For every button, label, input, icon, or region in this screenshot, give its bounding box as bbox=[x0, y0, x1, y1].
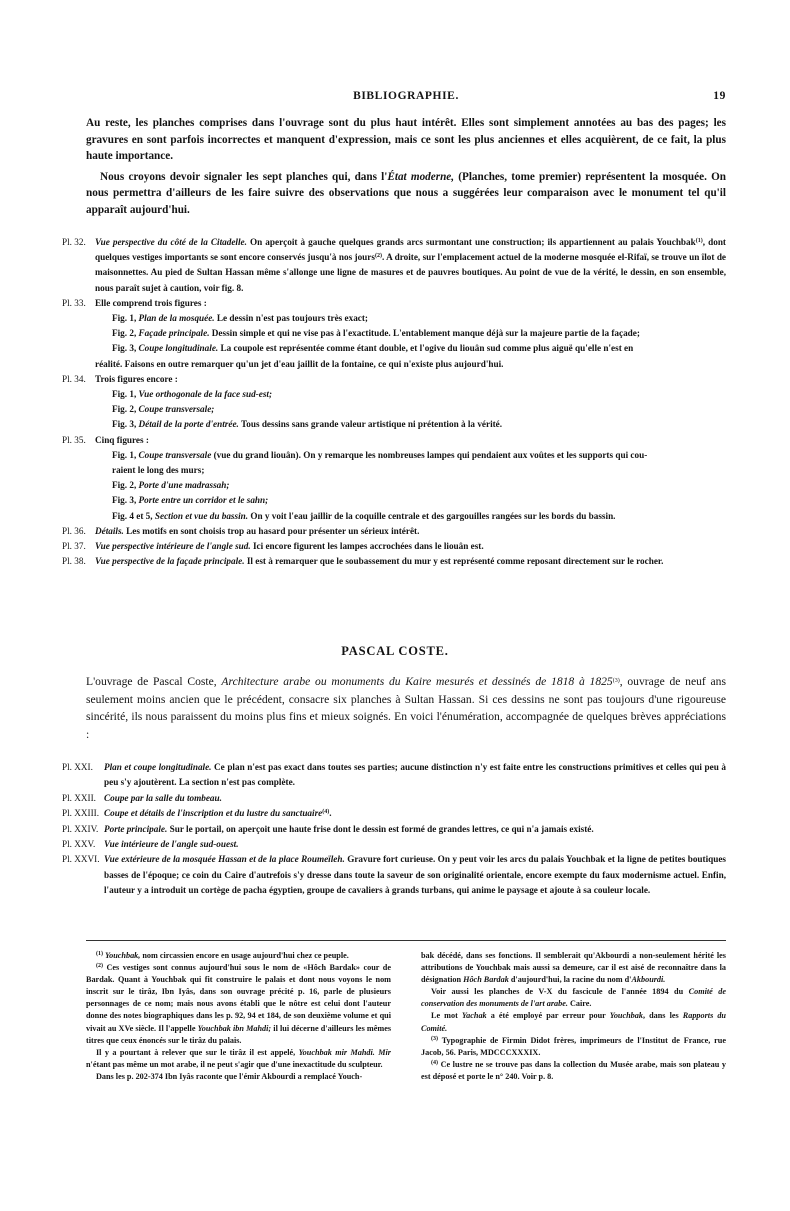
plate-title: Vue intérieure de l'angle sud-ouest. bbox=[104, 839, 239, 850]
footnote-divider bbox=[86, 940, 726, 941]
footnote-italic: Hôch Bardak bbox=[463, 975, 509, 985]
coste-paragraph bbox=[86, 673, 726, 743]
intro-p2-italic: État moderne, bbox=[387, 170, 455, 183]
plate-entry bbox=[62, 822, 726, 837]
plate-desc: Sur le portail, on aperçoit une haute frise dont le dessin est formé de grandes lettres, ce qui n'a jamais existé. bbox=[167, 823, 594, 834]
footnote bbox=[421, 986, 726, 1010]
figure-number: Fig. 2, bbox=[112, 480, 137, 491]
footnote-italic: Youchbak mir Mahdi. Mir bbox=[298, 1047, 391, 1057]
figure-number: Fig. 2, bbox=[112, 328, 137, 339]
footnote-italic: Youchbak bbox=[609, 1011, 643, 1021]
plate-entry bbox=[62, 852, 726, 898]
figure-item bbox=[95, 402, 726, 417]
coste-text-b: , ouvrage de neuf ans seulement moins ancien que le précédent, consacre six planches à Sultan Hassan. Si ces dessins ne sont pas toujours d'une rigoureuse sincérité, ils nous paraissent du moins plus fins et mieux soignés. En voici l'énumération, accompagnée de quelques brèves appréciations : bbox=[86, 675, 726, 741]
figure-number: Fig. 3, bbox=[112, 419, 137, 430]
footnote-italic: Rapports du Comité. bbox=[421, 1011, 726, 1033]
intro-p2-text-b: (Planches, tome premier) représentent la mosquée. On nous permettra d'ailleurs de les faire suivre des observations que nous a suggérées leur comparaison avec le monument tel qu'il apparaît aujourd'hui. bbox=[86, 170, 727, 216]
plate-desc: Ce plan n'est pas exact dans toutes ses parties; aucune distinction n'y est faite entre les constructions primitives et celles qui peu à peu s'y ajoutèrent. La section n'est pas complète. bbox=[104, 762, 726, 788]
figure-number: Fig. 2, bbox=[112, 404, 137, 415]
figure-desc: La coupole est représentée comme étant double, et l'ogive du liouân sud comme plus aiguë qu'elle n'est en bbox=[218, 343, 634, 354]
figure-item bbox=[95, 326, 726, 341]
footnote-text: Il y a pourtant à relever que sur le tirâz il est appelé, bbox=[96, 1047, 299, 1057]
plate-continuation: raient le long des murs; bbox=[112, 465, 205, 476]
figure-desc: Le dessin n'est pas toujours très exact; bbox=[214, 313, 368, 324]
plate-entry bbox=[62, 837, 726, 852]
figure-number: Fig. 3, bbox=[112, 343, 137, 354]
footnote-text: Dans les p. 202-374 Ibn Iyâs raconte que l'émir Akbourdi a remplacé Youch- bbox=[96, 1071, 363, 1081]
plate-title: Vue perspective intérieure de l'angle sud. bbox=[95, 541, 251, 552]
plate-desc: Ici encore figurent les lampes accrochées dans le liouân est. bbox=[250, 541, 484, 552]
footnote-text: a été employé par erreur pour bbox=[486, 1011, 610, 1021]
plate-text bbox=[104, 806, 726, 821]
figure-title: Section et vue du bassin. bbox=[154, 510, 249, 521]
footnote-ref: (1) bbox=[695, 238, 703, 244]
footnote-text: Typographie de Firmin Didot frères, imprimeurs de l'Institut de France, rue Jacob, 56. Paris, MDCCCXXXIX. bbox=[421, 1035, 726, 1057]
footnote-text: n'étant pas même un mot arabe, il ne peut s'agir que d'une inexactitude du sculpteur. bbox=[86, 1059, 383, 1069]
footnote bbox=[86, 1071, 391, 1083]
figure-item bbox=[95, 493, 726, 508]
footnote bbox=[421, 1010, 726, 1034]
footnote-text: il lui décerne d'ailleurs les mêmes titres que ceux énoncés sur le tirâz du palais. bbox=[86, 1023, 392, 1045]
footnote-ref: (4) bbox=[322, 809, 330, 816]
footnote-text: nom circassien encore en usage aujourd'hui chez ce peuple. bbox=[140, 951, 349, 960]
figure-desc: (vue du grand liouân). On y remarque les nombreuses lampes qui pendaient aux voûtes et les supports qui cou- bbox=[211, 449, 648, 460]
plate-title: Vue perspective de la façade principale. bbox=[95, 556, 245, 567]
plate-entry bbox=[62, 296, 726, 372]
figure-number: Fig. 3, bbox=[112, 495, 137, 506]
coste-text bbox=[86, 673, 726, 743]
plate-entry bbox=[62, 524, 726, 539]
figure-item bbox=[95, 341, 726, 356]
figure-title: Coupe transversale; bbox=[138, 404, 215, 415]
plate-desc: . bbox=[329, 808, 332, 819]
figure-desc: Tous dessins sans grande valeur artistique ni prétention à la vérité. bbox=[238, 419, 503, 430]
running-head bbox=[86, 90, 726, 106]
figure-title: Façade principale. bbox=[138, 328, 210, 339]
plate-label: Pl. XXI. bbox=[62, 762, 93, 772]
footnote bbox=[86, 1047, 391, 1071]
plate-label: Pl. 37. bbox=[62, 541, 86, 552]
plate-text bbox=[95, 524, 726, 539]
footnote-text: Caire. bbox=[567, 999, 592, 1009]
plate-list bbox=[62, 235, 726, 569]
figure-item bbox=[95, 417, 726, 432]
figure-number: Fig. 1, bbox=[112, 313, 137, 324]
plate-text bbox=[104, 822, 726, 837]
page-number: 19 bbox=[713, 90, 726, 102]
footnote-text: , dans les bbox=[642, 1011, 683, 1021]
footnote-text: Ces vestiges sont connus aujourd'hui sous le nom de «Hôch Bardak» cour de Bardak. Quant à Youchbak qui fit construire le palais et dont nous voyons le nom inscrit sur le tirâz, Ibn Iyâs, dans son ouvrage précité p. 16, parle de plusieurs personnages de ce nom; mais nous avons établi que le nôtre est celui dont l'auteur donne des notes biographiques dans les p. 92, 94 et 184, de son deuxième volume et qui vivait au XVe siècle. Il l'appelle bbox=[86, 963, 391, 1033]
coste-book-title: Architecture arabe ou monuments du Kaire mesurés et dessinés de 1818 à 1825 bbox=[221, 675, 613, 688]
footnote-number: (4) bbox=[431, 1059, 438, 1066]
figure-title: Porte entre un corridor et le sahn; bbox=[138, 495, 269, 506]
footnote-text: d'aujourd'hui, la racine du nom d' bbox=[508, 975, 632, 985]
plate-label: Pl. 36. bbox=[62, 525, 86, 536]
figure-item bbox=[95, 448, 726, 463]
plate-entry bbox=[62, 806, 726, 821]
plate-label: Pl. 38. bbox=[62, 556, 86, 567]
plate-desc: Il est à remarquer que le soubassement du mur y est représenté comme reposant directement sur le rocher. bbox=[244, 556, 664, 567]
footnote bbox=[86, 962, 391, 1047]
figure-number: Fig. 1, bbox=[112, 449, 137, 460]
plate-label: Pl. 35. bbox=[62, 434, 86, 445]
figure-item bbox=[95, 387, 726, 402]
plate-text bbox=[104, 760, 726, 791]
plate-text bbox=[95, 235, 726, 296]
plate-label: Pl. XXIV. bbox=[62, 823, 99, 834]
coste-text-a: L'ouvrage de Pascal Coste, bbox=[86, 675, 222, 688]
footnote-italic: Yachak bbox=[461, 1011, 487, 1021]
figure-item bbox=[95, 311, 726, 326]
plate-label: Pl. 33. bbox=[62, 297, 86, 308]
plate-title: Coupe et détails de l'inscription et du lustre du sanctuaire bbox=[104, 808, 323, 819]
plate-text: Elle comprend trois figures : bbox=[95, 297, 207, 308]
intro-p2-text-a: Nous croyons devoir signaler les sept planches qui, dans l' bbox=[100, 170, 388, 183]
plate-label: Pl. 32. bbox=[62, 237, 86, 247]
footnote-text: Ce lustre ne se trouve pas dans la collection du Musée arabe, mais son plateau y est déposé et porte le n° 240. Voir p. 8. bbox=[421, 1059, 726, 1081]
plate-desc: Les motifs en sont choisis trop au hasard pour présenter un sérieux intérêt. bbox=[123, 525, 420, 536]
footnote-italic: Youchbak, bbox=[105, 951, 141, 960]
figure-desc: Dessin simple et qui ne vise pas à l'exactitude. L'entablement manque déjà sur la majeure partie de la façade; bbox=[209, 328, 640, 339]
figure-title: Porte d'une madrassah; bbox=[138, 480, 230, 491]
figure-desc: On y voit l'eau jaillir de la coquille centrale et des gargouilles rangées sur les bords du bassin. bbox=[248, 510, 616, 521]
figure-title: Plan de la mosquée. bbox=[138, 313, 215, 324]
plate-continuation: réalité. Faisons en outre remarquer qu'un jet d'eau jaillit de la fontaine, ce qui n'existe plus aujourd'hui. bbox=[95, 358, 504, 369]
figure-title: Coupe transversale bbox=[138, 449, 212, 460]
intro-text bbox=[86, 115, 726, 218]
plate-label: Pl. XXVI. bbox=[62, 854, 100, 865]
plate-desc: On aperçoit à gauche quelques grands arcs surmontant une construction; ils appartiennent au palais Youchbak bbox=[246, 237, 696, 247]
plate-entry bbox=[62, 433, 726, 524]
plate-title: Porte principale. bbox=[104, 823, 168, 834]
plate-text: Trois figures encore : bbox=[95, 373, 178, 384]
plate-text: Cinq figures : bbox=[95, 434, 149, 445]
footnote-italic: Youchbak ibn Mahdi; bbox=[197, 1023, 272, 1033]
footnote-ref: (3) bbox=[612, 678, 620, 684]
footnote-text: Voir aussi les planches de V-X du fascicule de l'année 1894 du bbox=[431, 987, 689, 997]
plate-entry bbox=[62, 791, 726, 806]
footnotes-right-column bbox=[421, 950, 726, 1083]
plate-entry bbox=[62, 760, 726, 791]
figure-item bbox=[95, 478, 726, 493]
figure-title: Vue orthogonale de la face sud-est; bbox=[138, 389, 273, 400]
footnote-number: (2) bbox=[96, 963, 103, 970]
plate-desc: Gravure fort curieuse. On y peut voir les arcs du palais Youchbak et la ligne de petites boutiques basses de l'époque; ce coin du Caire d'autrefois s'y dresse dans toute la saveur de son originalité orientale, encore exempte du faux modernisme actuel. Enfin, l'auteur y a introduit un cortège de pacha égyptien, groupe de cavaliers à grands turbans, qui anime le paysage et ajoute à sa couleur locale. bbox=[104, 854, 727, 896]
section-heading: PASCAL COSTE. bbox=[341, 644, 449, 658]
footnote bbox=[86, 950, 391, 962]
plate-title: Coupe par la salle du tombeau. bbox=[104, 792, 222, 803]
plate-text bbox=[104, 837, 726, 852]
plate-entry bbox=[62, 372, 726, 433]
footnote bbox=[421, 1059, 726, 1083]
footnote bbox=[421, 1035, 726, 1059]
plate-label: Pl. XXIII. bbox=[62, 808, 100, 819]
footnotes bbox=[86, 950, 726, 1083]
plate-desc: , dont quelques vestiges importants se sont encore conservés jusqu'à nos jours bbox=[95, 237, 726, 263]
footnote-text: Le mot bbox=[431, 1011, 462, 1021]
footnote-text: bak décédé, dans ses fonctions. Il semblerait qu'Akbourdi a non-seulement hérité les attributions de Youchbak mais aussi sa demeure, car il est aisé de reconnaître dans la désignation bbox=[421, 951, 726, 985]
footnotes-left-column bbox=[86, 950, 391, 1083]
figure-number: Fig. 4 et 5, bbox=[112, 510, 153, 521]
running-title: BIBLIOGRAPHIE. bbox=[353, 90, 459, 102]
footnote-number: (3) bbox=[431, 1035, 438, 1042]
plate-label: Pl. XXV. bbox=[62, 839, 96, 850]
intro-paragraph-1: Au reste, les planches comprises dans l'ouvrage sont du plus haut intérêt. Elles sont simplement annotées au bas des pages; les gravures en sont parfois incorrectes et manquent d'expression, mais ce sont les plus anciennes et elles acquièrent, de ce fait, la plus haute importance. bbox=[86, 117, 726, 162]
figure-title: Coupe longitudinale. bbox=[138, 343, 219, 354]
footnote-italic: Akbourdi. bbox=[631, 975, 666, 985]
plate-desc: . A droite, sur l'emplacement actuel de la moderne mosquée el-Rifaï, se trouve un îlot de maisonnettes. Au pied de Sultan Hassan même s'allonge une ligne de masures et de pauvres boutiques. Au point de vue de la vérité, le dessin, en son ensemble, nous paraît sujet à caution, voir fig. 8. bbox=[95, 252, 727, 293]
footnote-ref: (2) bbox=[374, 253, 382, 260]
plate-label: Pl. 34. bbox=[62, 373, 86, 384]
plate-title: Vue perspective du côté de la Citadelle. bbox=[95, 237, 247, 247]
figure-title: Détail de la porte d'entrée. bbox=[138, 419, 239, 430]
plate-entry bbox=[62, 554, 726, 569]
plate-label: Pl. XXII. bbox=[62, 792, 96, 803]
plate-entry bbox=[62, 539, 726, 554]
figure-number: Fig. 1, bbox=[112, 389, 137, 400]
plate-text bbox=[95, 554, 726, 569]
footnote-italic: Comité de conservation des monuments de l'art arabe. bbox=[421, 987, 726, 1009]
plate-entry bbox=[62, 235, 726, 296]
intro-paragraph-2 bbox=[86, 169, 726, 219]
footnote bbox=[421, 950, 726, 986]
plate-text bbox=[104, 791, 726, 806]
plate-text bbox=[95, 539, 726, 554]
figure-item bbox=[95, 509, 726, 524]
plate-title: Vue extérieure de la mosquée Hassan et de la place Roumeïleh. bbox=[104, 854, 345, 865]
plate-text bbox=[104, 852, 726, 898]
coste-plate-list bbox=[62, 760, 726, 899]
footnote-number: (1) bbox=[96, 951, 103, 957]
plate-title: Détails. bbox=[95, 525, 124, 536]
plate-title: Plan et coupe longitudinale. bbox=[104, 762, 212, 772]
